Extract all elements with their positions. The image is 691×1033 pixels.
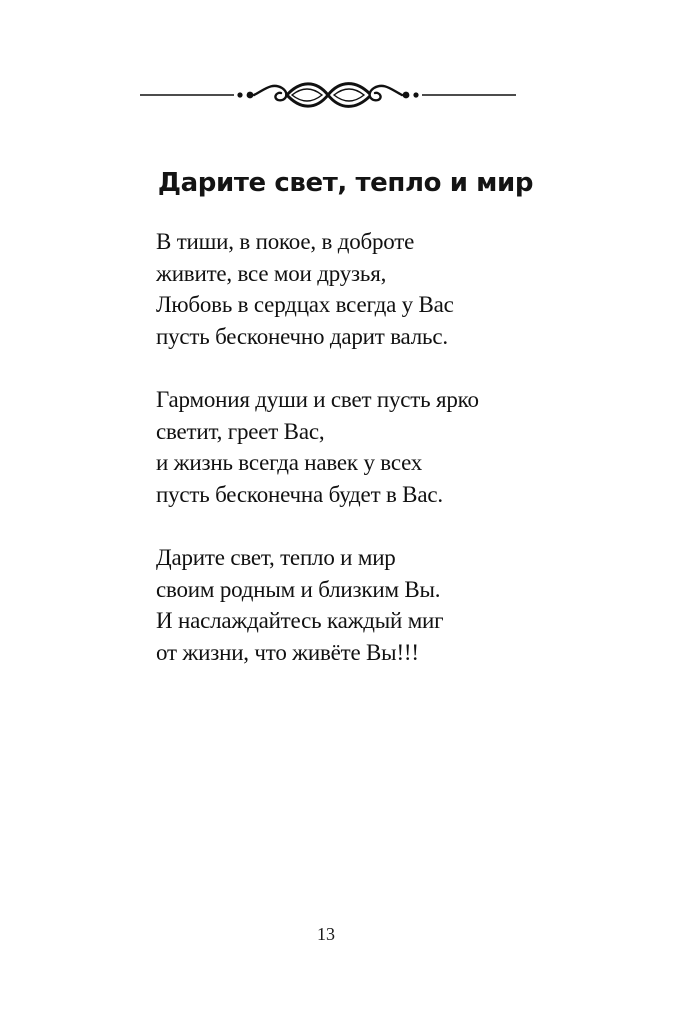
- page-number: 13: [317, 924, 335, 944]
- poem-line: И наслаждайтесь каждый миг: [156, 608, 444, 633]
- stanza-2: [156, 384, 576, 510]
- poem-line: от жизни, что живёте Вы!!!: [156, 639, 419, 665]
- poem-line: живите, все мои друзья,: [156, 260, 387, 286]
- poem-line: Любовь в сердцах всегда у Вас: [156, 292, 454, 317]
- poem-line: и жизнь всегда навек у всех: [156, 450, 423, 475]
- poem-line: Дарите свет, тепло и мир: [156, 545, 396, 570]
- poem-body: [156, 226, 576, 700]
- stanza-3: [156, 542, 576, 668]
- poem-line: пусть бесконечно дарит вальс.: [156, 323, 448, 349]
- poem-line: Гармония души и свет пусть ярко: [156, 387, 479, 412]
- poem-line: пусть бесконечна будет в Вас.: [156, 481, 443, 507]
- poem-line: светит, греет Вас,: [156, 418, 325, 444]
- flourish-divider-icon: [140, 78, 516, 112]
- poem-title: Дарите свет, тепло и мир: [157, 168, 534, 198]
- stanza-1: [156, 226, 576, 352]
- poem-line: своим родным и близким Вы.: [156, 576, 441, 602]
- poem-line: В тиши, в покое, в доброте: [156, 229, 415, 254]
